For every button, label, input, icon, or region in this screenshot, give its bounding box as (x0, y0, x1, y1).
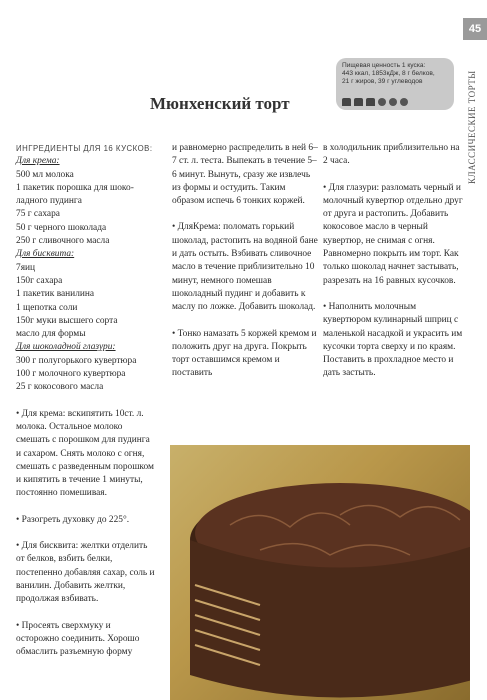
ingredient-item: 75 г сахара (16, 209, 60, 220)
clock-icon (389, 98, 397, 106)
column-2 (172, 142, 318, 381)
ingredient-item: 300 г полугорького кувертюра (16, 355, 137, 366)
sponge-list (16, 262, 156, 342)
ingredient-item: масло для формы (16, 329, 86, 340)
ingredient-item: 7яиц (16, 262, 36, 273)
ingredient-item: 1 пакетик ванилина (16, 289, 95, 300)
ingredient-item: 25 г кокосового масла (16, 382, 104, 393)
nutrition-line-1: Пищевая ценность 1 куска: (342, 62, 426, 69)
cake-photo (170, 445, 470, 700)
ingredient-item: 100 г молочного кувертюра (16, 369, 126, 380)
ingredient-item: 500 мл молока (16, 169, 74, 180)
step-paragraph: • Для бисквита: желтки отделить от белков, взбить белки, постепенно добавляя сахар, соль и ванилин. Добавить желтки, продолжая взбивать. (16, 541, 155, 605)
clock-icon (400, 98, 408, 106)
column-3 (323, 142, 463, 381)
column-1 (16, 142, 156, 659)
difficulty-icons (342, 98, 408, 106)
step-paragraph: • ДляКрема: поломать горький шоколад, растопить на водяной бане и дать остыть. Взбивать сливочное масло в течение приблизительно 10 минут, немного помешав шоколадный пудинг и добавить к маслу по ложке. Добавить шоколад. (172, 222, 318, 313)
glaze-list (16, 355, 156, 395)
ingredient-item: 50 г черного шоколада (16, 222, 107, 233)
clock-icon (378, 98, 386, 106)
ingredient-item: 1 щепотка соли (16, 302, 78, 313)
sponge-label: Для бисквита: (16, 249, 75, 260)
nutrition-box (336, 58, 454, 110)
step-paragraph: и равномерно распределить в ней 6–7 ст. л. теста. Выпекать в течение 5–6 минут. Вынуть, сразу же извлечь из формы и остудить. Таким образом испечь 6 тонких коржей. (172, 143, 318, 207)
cake-illustration (170, 445, 470, 700)
ingredient-item: 150г муки высшего сорта (16, 315, 118, 326)
nutrition-line-3: 21 г жиров, 39 г углеводов (342, 78, 423, 85)
step-paragraph: • Тонко намазать 5 коржей кремом и положить друг на друга. Покрыть торт оставшимся кремом и поставить (172, 328, 317, 379)
ingredient-item: 150г сахара (16, 275, 63, 286)
page-number: 45 (463, 18, 487, 40)
ingredient-item: ладного пудинга (16, 196, 82, 207)
ingredients-header: ИНГРЕДИЕНТЫ ДЛЯ 16 КУСКОВ: (16, 144, 153, 153)
nutrition-line-2: 443 ккал, 1853кДж, 8 г белков, (342, 70, 435, 77)
ingredient-item: 1 пакетик порошка для шоко- (16, 182, 134, 193)
cream-label: Для крема: (16, 156, 60, 167)
chef-hat-icon (342, 98, 351, 106)
chef-hat-icon (354, 98, 363, 106)
step-paragraph: • Для глазури: разломать черный и молочный кувертюр отдельно друг от друга и растопить. Добавить кокосовое масло в черный кувертюр, не снимая с огня. Равномерно покрыть им торт. Как только шоколад начнет застывать, разрезать на 16 равных кусочков. (323, 182, 463, 286)
section-tab: КЛАССИЧЕСКИЕ ТОРТЫ (467, 70, 477, 184)
step-paragraph: в холодильник приблизительно на 2 часа. (323, 143, 460, 167)
page-title: Мюнхенский торт (150, 94, 290, 113)
cream-list (16, 169, 156, 249)
step-paragraph: • Просеять сверхмуку и осторожно соединить. Хорошо обмаслить разъемную форму (16, 620, 140, 658)
glaze-label: Для шоколадной глазури: (16, 342, 116, 353)
step-paragraph: • Для крема: вскипятить 10ст. л. молока. Остальное молоко смешать с порошком для пудинга и сахаром. Снять молоко с огня, смешать с разведенным порошком и кипятить в течение 1 минуты, постоянно помешивая. (16, 408, 154, 499)
chef-hat-icon (366, 98, 375, 106)
step-paragraph: • Разогреть духовку до 225°. (16, 514, 130, 525)
ingredient-item: 250 г сливочного масла (16, 236, 110, 247)
step-paragraph: • Наполнить молочным кувертюром кулинарный шприц с маленькой насадкой и украсить им кусочки торта сверху и по краям. Поставить в прохладное место и дать застыть. (323, 301, 463, 379)
